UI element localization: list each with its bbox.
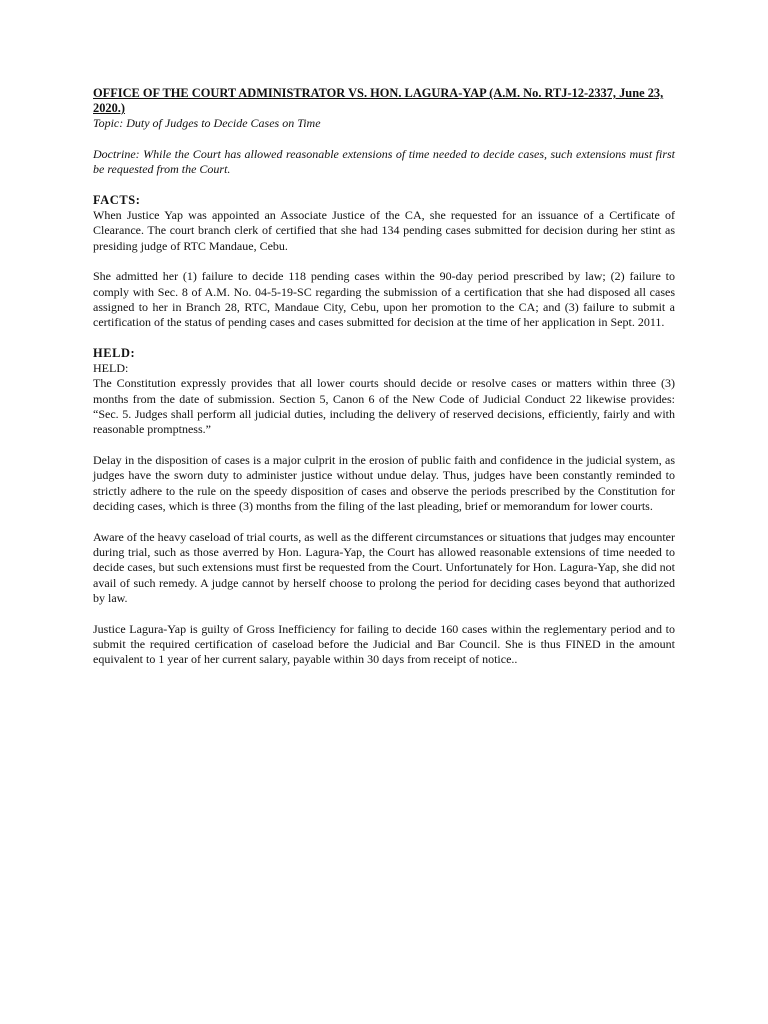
held-paragraph-2: Delay in the disposition of cases is a major culprit in the erosion of public faith and confidence in the judicial system, as judges have the sworn duty to administer justice without undue delay. Thus, judges have been constantly reminded to strictly adhere to the rule on the speedy disposition of cases and observe the periods prescribed by the Constitution for deciding cases, which is three (3) months from the filing of the last pleading, brief or memorandum for lower courts. — [93, 452, 675, 514]
case-topic: Topic: Duty of Judges to Decide Cases on Time — [93, 116, 321, 130]
doctrine-text: Doctrine: While the Court has allowed reasonable extensions of time needed to decide cases, such extensions must first be requested from the Court. — [93, 147, 675, 176]
held-paragraph-4: Justice Lagura-Yap is guilty of Gross Inefficiency for failing to decide 160 cases within the reglementary period and to submit the required certification of caseload before the Judicial and Bar Council. She is thus FINED in the amount equivalent to 1 year of her current salary, payable within 30 days from receipt of notice.. — [93, 621, 675, 667]
case-title: OFFICE OF THE COURT ADMINISTRATOR VS. HON. LAGURA-YAP (A.M. No. RTJ-12-2337, June 23, 2020.) — [93, 86, 664, 115]
held-paragraph-3: Aware of the heavy caseload of trial courts, as well as the different circumstances or situations that judges may encounter during trial, such as those averred by Hon. Lagura-Yap, the Court has allowed reasonable extensions of time needed to decide cases, but such extensions must first be requested from the Court. Unfortunately for Hon. Lagura-Yap, she did not avail of such remedy. A judge cannot by herself choose to prolong the period for deciding cases beyond that authorized by law. — [93, 529, 675, 606]
document-page — [93, 86, 675, 683]
held-paragraph-1: The Constitution expressly provides that all lower courts should decide or resolve cases or matters within three (3) months from the date of submission. Section 5, Canon 6 of the New Code of Judicial Conduct 22 likewise provides: “Sec. 5. Judges shall perform all judicial duties, including the delivery of reserved decisions, efficiently, fairly and with reasonable promptness.” — [93, 376, 675, 437]
facts-paragraph-2: She admitted her (1) failure to decide 118 pending cases within the 90-day period prescribed by law; (2) failure to comply with Sec. 8 of A.M. No. 04-5-19-SC regarding the submission of a certification that she had disposed all cases assigned to her in Branch 28, RTC, Mandaue City, Cebu, upon her promotion to the CA; and (3) failure to submit a certification of the status of pending cases and cases submitted for decision at the time of her application in Sept. 2011. — [93, 269, 675, 330]
held-label: HELD: — [93, 360, 129, 375]
held-heading: HELD: — [93, 345, 136, 360]
facts-paragraph-1: When Justice Yap was appointed an Associate Justice of the CA, she requested for an issuance of a Certificate of Clearance. The court branch clerk of certified that she had 134 pending cases submitted for decision during her stint as presiding judge of RTC Mandaue, Cebu. — [93, 208, 675, 253]
facts-heading: FACTS: — [93, 193, 141, 207]
